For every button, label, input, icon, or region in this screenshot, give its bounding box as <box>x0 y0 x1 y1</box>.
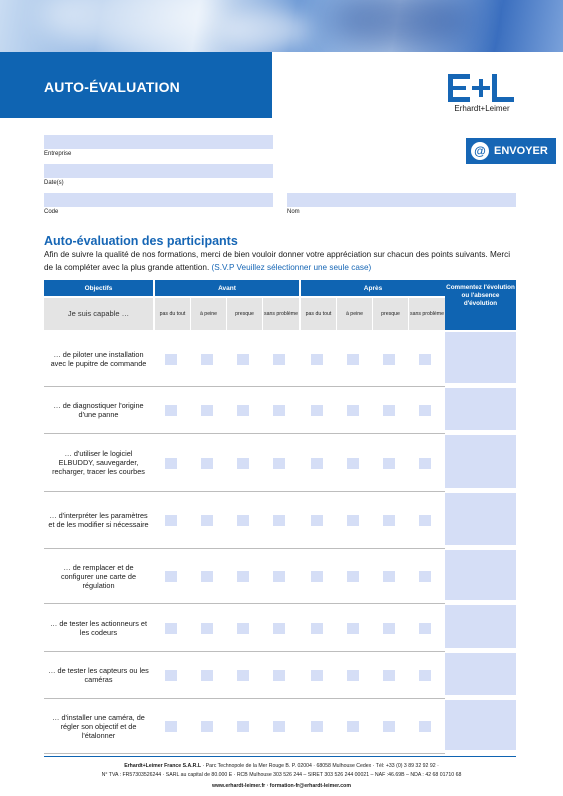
scale-apres-2: à peine <box>337 298 372 330</box>
comment-field[interactable] <box>445 332 516 383</box>
avant-checkbox-2[interactable] <box>201 515 213 526</box>
apres-checkbox-1[interactable] <box>311 571 323 582</box>
scale-avant-4: sans problème <box>263 298 299 330</box>
send-button[interactable] <box>466 138 556 164</box>
avant-checkbox-4[interactable] <box>273 515 285 526</box>
logo-wordmark: Erhardt+Leimer <box>454 104 510 113</box>
entreprise-label: Entreprise <box>44 151 72 157</box>
row-divider <box>44 603 445 604</box>
row-divider <box>44 651 445 652</box>
apres-checkbox-2[interactable] <box>347 515 359 526</box>
title-bar <box>0 52 272 118</box>
page-title: AUTO-ÉVALUATION <box>44 79 180 95</box>
footer-line-3[interactable]: www.erhardt-leimer.fr · formation-fr@erhardt-leimer.com <box>212 783 351 789</box>
apres-checkbox-4[interactable] <box>419 571 431 582</box>
scale-apres-1: pas du tout <box>301 298 336 330</box>
avant-checkbox-4[interactable] <box>273 721 285 732</box>
apres-checkbox-4[interactable] <box>419 458 431 469</box>
comment-field[interactable] <box>445 653 516 695</box>
avant-checkbox-1[interactable] <box>165 721 177 732</box>
avant-checkbox-3[interactable] <box>237 571 249 582</box>
avant-checkbox-3[interactable] <box>237 354 249 365</box>
row-question: … d'utiliser le logiciel ELBUDDY, sauvegarder, recharger, tracer les courbes <box>52 449 145 476</box>
avant-checkbox-4[interactable] <box>273 670 285 681</box>
at-icon: @ <box>471 142 489 160</box>
avant-checkbox-1[interactable] <box>165 670 177 681</box>
header-objectifs: Objectifs <box>44 280 153 296</box>
row-divider <box>44 386 445 387</box>
apres-checkbox-4[interactable] <box>419 405 431 416</box>
apres-checkbox-4[interactable] <box>419 354 431 365</box>
avant-checkbox-1[interactable] <box>165 515 177 526</box>
avant-checkbox-4[interactable] <box>273 405 285 416</box>
row-divider <box>44 548 445 549</box>
avant-checkbox-2[interactable] <box>201 571 213 582</box>
header-comment: Commentez l'évolution ou l'absence d'évolution <box>445 280 516 330</box>
comment-field[interactable] <box>445 435 516 488</box>
row-divider <box>44 753 445 754</box>
row-question: … de tester les capteurs ou les caméras <box>48 666 149 684</box>
header-apres: Après <box>301 280 445 296</box>
avant-checkbox-2[interactable] <box>201 458 213 469</box>
code-field[interactable] <box>44 193 273 207</box>
apres-checkbox-3[interactable] <box>383 571 395 582</box>
avant-checkbox-2[interactable] <box>201 670 213 681</box>
scale-avant-2: à peine <box>191 298 226 330</box>
capable-label: Je suis capable … <box>44 298 153 330</box>
apres-checkbox-3[interactable] <box>383 670 395 681</box>
comment-field[interactable] <box>445 605 516 648</box>
footer-company: Erhardt+Leimer France S.A.R.L <box>124 763 202 769</box>
intro-hint: (S.V.P Veuillez sélectionner une seule case) <box>211 262 372 272</box>
header-avant: Avant <box>155 280 299 296</box>
row-question: … de tester les actionneurs et les codeurs <box>50 618 147 637</box>
table-row <box>44 605 516 650</box>
avant-checkbox-2[interactable] <box>201 721 213 732</box>
apres-checkbox-3[interactable] <box>383 458 395 469</box>
row-question: … d'interpréter les paramètres et de les modifier si nécessaire <box>48 511 149 529</box>
scale-avant-3: presque <box>227 298 262 330</box>
footer-line-2: N° TVA : FR57303526244 · SARL au capital de 80.000 E · RCB Mulhouse 303 526 244 – SIRET 303 526 244 00021 – NAF :46.69B – NDA : 42 68 01710 68 <box>101 772 462 778</box>
apres-checkbox-2[interactable] <box>347 405 359 416</box>
date-field[interactable] <box>44 164 273 178</box>
row-divider <box>44 698 445 699</box>
apres-checkbox-1[interactable] <box>311 623 323 634</box>
row-divider <box>44 491 445 492</box>
apres-checkbox-1[interactable] <box>311 458 323 469</box>
intro-body: Afin de suivre la qualité de nos formations, merci de bien vouloir donner votre appréciation sur chacun des points suivants. Merci de la compléter avec la plus grande attention. <box>44 250 511 272</box>
apres-checkbox-2[interactable] <box>347 670 359 681</box>
row-question: … de piloter une installation avec le pupitre de commande <box>50 349 147 368</box>
avant-checkbox-3[interactable] <box>237 405 249 416</box>
comment-field[interactable] <box>445 388 516 430</box>
date-label: Date(s) <box>44 180 64 186</box>
nom-label: Nom <box>287 209 300 215</box>
avant-checkbox-1[interactable] <box>165 571 177 582</box>
header-banner-image <box>0 0 563 52</box>
row-question: … d'installer une caméra, de régler son objectif et de l'étalonner <box>52 712 145 740</box>
apres-checkbox-1[interactable] <box>311 354 323 365</box>
row-divider <box>44 433 445 434</box>
apres-checkbox-2[interactable] <box>347 571 359 582</box>
comment-field[interactable] <box>445 700 516 750</box>
apres-checkbox-3[interactable] <box>383 623 395 634</box>
avant-checkbox-2[interactable] <box>201 354 213 365</box>
avant-checkbox-3[interactable] <box>237 458 249 469</box>
code-label: Code <box>44 209 59 215</box>
apres-checkbox-4[interactable] <box>419 721 431 732</box>
apres-checkbox-1[interactable] <box>311 405 323 416</box>
apres-checkbox-2[interactable] <box>347 458 359 469</box>
scale-header-row <box>44 298 445 330</box>
avant-checkbox-3[interactable] <box>237 670 249 681</box>
table-row <box>44 653 516 697</box>
apres-checkbox-2[interactable] <box>347 623 359 634</box>
apres-checkbox-4[interactable] <box>419 515 431 526</box>
avant-checkbox-4[interactable] <box>273 458 285 469</box>
row-question: … de diagnostiquer l'origine d'une panne <box>53 401 144 419</box>
apres-checkbox-3[interactable] <box>383 515 395 526</box>
comment-field[interactable] <box>445 493 516 545</box>
table-row <box>44 435 516 490</box>
apres-checkbox-3[interactable] <box>383 721 395 732</box>
table-row <box>44 550 516 602</box>
apres-checkbox-2[interactable] <box>347 354 359 365</box>
avant-checkbox-1[interactable] <box>165 405 177 416</box>
footer-address: · Parc Technopole de la Mer Rouge B. P. 02004 · 68058 Mulhouse Cedex · Tél: +33 (0) 3 89 32 92 92 · <box>201 763 439 769</box>
table-row <box>44 493 516 547</box>
avant-checkbox-3[interactable] <box>237 515 249 526</box>
apres-checkbox-4[interactable] <box>419 670 431 681</box>
nom-field[interactable] <box>287 193 516 207</box>
avant-checkbox-3[interactable] <box>237 721 249 732</box>
apres-checkbox-3[interactable] <box>383 405 395 416</box>
avant-checkbox-3[interactable] <box>237 623 249 634</box>
apres-checkbox-4[interactable] <box>419 623 431 634</box>
scale-apres-4: sans problème <box>409 298 445 330</box>
scale-avant-1: pas du tout <box>155 298 190 330</box>
entreprise-field[interactable] <box>44 135 273 149</box>
intro-text <box>44 249 519 274</box>
footer-divider <box>44 756 516 757</box>
avant-checkbox-2[interactable] <box>201 623 213 634</box>
send-button-label: ENVOYER <box>494 145 548 157</box>
row-question: … de remplacer et de configurer une carte de régulation <box>60 562 137 590</box>
table-row <box>44 700 516 752</box>
avant-checkbox-4[interactable] <box>273 571 285 582</box>
table-row <box>44 388 516 432</box>
footer-line-1 <box>0 763 563 769</box>
avant-checkbox-4[interactable] <box>273 623 285 634</box>
apres-checkbox-1[interactable] <box>311 515 323 526</box>
avant-checkbox-2[interactable] <box>201 405 213 416</box>
avant-checkbox-1[interactable] <box>165 458 177 469</box>
avant-checkbox-1[interactable] <box>165 623 177 634</box>
avant-checkbox-1[interactable] <box>165 354 177 365</box>
comment-field[interactable] <box>445 550 516 600</box>
table-row <box>44 332 516 385</box>
section-title: Auto-évaluation des participants <box>44 234 238 248</box>
apres-checkbox-2[interactable] <box>347 721 359 732</box>
apres-checkbox-1[interactable] <box>311 721 323 732</box>
apres-checkbox-3[interactable] <box>383 354 395 365</box>
avant-checkbox-4[interactable] <box>273 354 285 365</box>
apres-checkbox-1[interactable] <box>311 670 323 681</box>
scale-apres-3: presque <box>373 298 408 330</box>
